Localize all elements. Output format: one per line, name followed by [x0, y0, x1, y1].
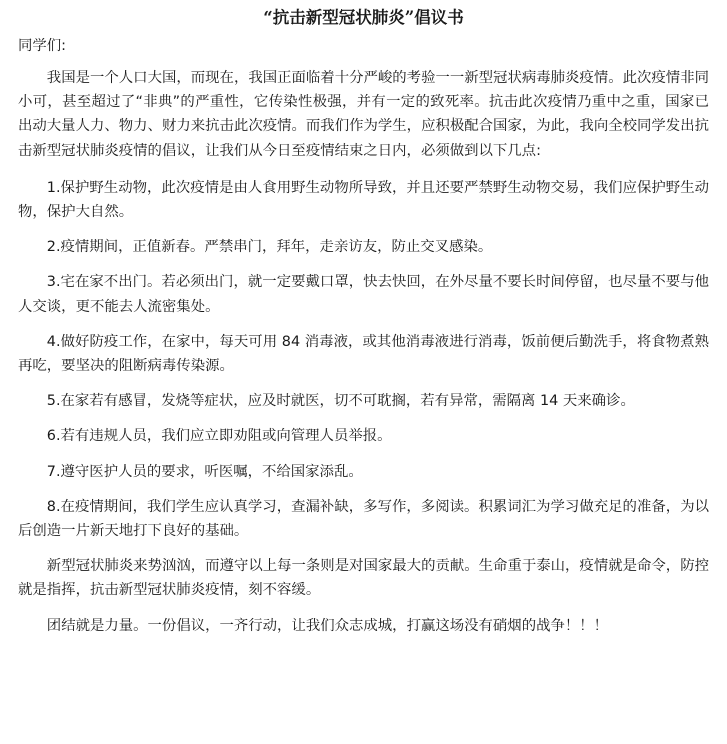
proposal-item-8: 8.在疫情期间，我们学生应认真学习，查漏补缺，多写作，多阅读。积累词汇为学习做充足的准备，为以后创造一片新天地打下良好的基础。 [18, 498, 709, 540]
intro-paragraph: 我国是一个人口大国，而现在，我国正面临着十分严峻的考验一一新型冠状病毒肺炎疫情。此次疫情非同小可，甚至超过了“非典”的严重性，它传染性极强，并有一定的致死率。抗击此次疫情乃重中之重，国家已出动大量人力、物力、财力来抗击此次疫情。而我们作为学生，应积极配合国家，为此，我向全校同学发出抗击新型冠状肺炎疫情的倡议，让我们从今日至疫情结束之日内，必须做到以下几点: [18, 70, 709, 159]
document-title: “抗击新型冠状肺炎”倡议书 [263, 8, 464, 27]
proposal-item-2: 2.疫情期间，正值新春。严禁串门，拜年，走亲访友，防止交叉感染。 [46, 239, 493, 256]
proposal-item-5: 5.在家若有感冒，发烧等症状，应及时就医，切不可耽搁，若有异常，需隔离 14 天来确诊。 [46, 393, 635, 410]
proposal-item-1: 1.保护野生动物，此次疫情是由人食用野生动物所导致，并且还要严禁野生动物交易，我们应保护野生动物，保护大自然。 [18, 179, 709, 221]
closing-paragraph: 新型冠状肺炎来势汹汹，而遵守以上每一条则是对国家最大的贡献。生命重于泰山，疫情就是命令，防控就是指挥，抗击新型冠状肺炎疫情，刻不容缓。 [18, 558, 709, 599]
proposal-item-7: 7.遵守医护人员的要求，听医嘱，不给国家添乱。 [46, 463, 363, 480]
proposal-item-4: 4.做好防疫工作，在家中，每天可用 84 消毒液，或其他消毒液进行消毒，饭前便后勤洗手，将食物煮熟再吃，要坚决的阻断病毒传染源。 [18, 333, 709, 375]
salutation: 同学们: [18, 38, 67, 54]
proposal-item-6: 6.若有违规人员，我们应立即劝阻或向管理人员举报。 [46, 428, 392, 445]
proposal-item-3: 3.宅在家不出门。若必须出门，就一定要戴口罩，快去快回，在外尽量不要长时间停留，也尽量不要与他人交谈，更不能去人流密集处。 [18, 274, 709, 315]
closing-slogan: 团结就是力量。一份倡议，一齐行动，让我们众志成城，打赢这场没有硝烟的战争！！！ [46, 617, 609, 634]
